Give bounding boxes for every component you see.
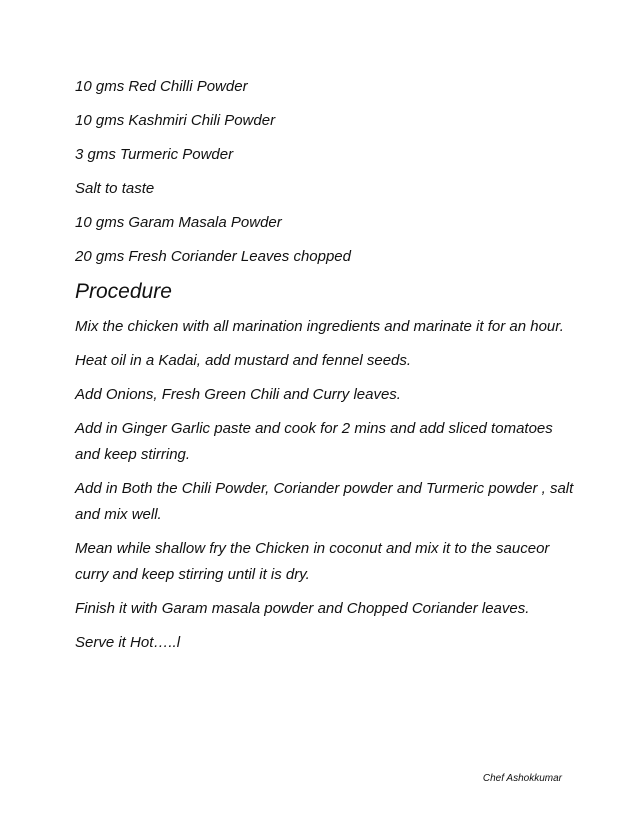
ingredient-item: 10 gms Garam Masala Powder (75, 214, 282, 231)
procedure-heading: Procedure (75, 280, 172, 303)
ingredient-item: 10 gms Red Chilli Powder (75, 78, 248, 95)
ingredient-item: 20 gms Fresh Coriander Leaves chopped (75, 248, 351, 265)
ingredient-list (75, 74, 575, 270)
ingredient-item: Salt to taste (75, 180, 155, 197)
ingredient-item: 3 gms Turmeric Powder (75, 146, 234, 163)
procedure-step: Add in Ginger Garlic paste and cook for 2 mins and add sliced tomatoes and keep stirring. (75, 420, 553, 463)
procedure-steps (75, 314, 575, 656)
procedure-step: Mean while shallow fry the Chicken in coconut and mix it to the sauceor curry and keep stirring until it is dry. (75, 540, 550, 583)
document-body (75, 74, 575, 664)
procedure-step: Mix the chicken with all marination ingredients and marinate it for an hour. (75, 318, 564, 335)
ingredient-item: 10 gms Kashmiri Chili Powder (75, 112, 276, 129)
footer-author: Chef Ashokkumar (482, 773, 562, 784)
procedure-step: Add Onions, Fresh Green Chili and Curry leaves. (75, 386, 401, 403)
procedure-step: Serve it Hot…..l (75, 634, 181, 651)
procedure-step: Finish it with Garam masala powder and Chopped Coriander leaves. (75, 600, 530, 617)
procedure-step: Heat oil in a Kadai, add mustard and fennel seeds. (75, 352, 412, 369)
procedure-step: Add in Both the Chili Powder, Coriander powder and Turmeric powder , salt and mix well. (75, 480, 574, 523)
